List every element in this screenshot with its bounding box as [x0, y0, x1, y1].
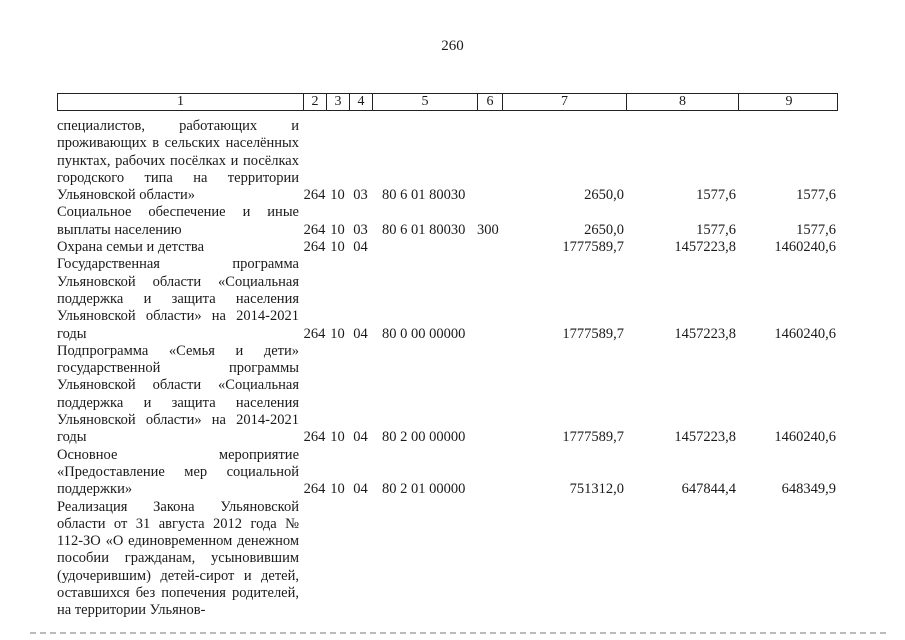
- row-description: Подпрограмма «Семья и дети» государственной программы Ульяновской области «Социальная поддержка и защита населения Ульяновской области» на 2014-2021 годы: [57, 342, 299, 446]
- table-row: [57, 239, 838, 256]
- cell-col9: 1460240,6: [774, 239, 836, 256]
- row-description: Охрана семьи и детства: [57, 239, 205, 256]
- cell-col2: 264: [303, 187, 326, 204]
- cell-col8: 1577,6: [696, 187, 736, 204]
- page-number: 260: [441, 38, 464, 54]
- cell-col3: 10: [330, 429, 345, 446]
- cell-col7: 2650,0: [584, 221, 624, 238]
- cell-col3: 10: [330, 239, 345, 256]
- cell-col3: 10: [330, 325, 345, 342]
- column-header-8: 8: [627, 94, 739, 110]
- row-description: специалистов, работающих и проживающих в сельских населённых пунктах, рабочих посёлках и посёлках городского типа на территории Ульяновской области»: [57, 118, 299, 204]
- cell-col5: 80 2 00 00000: [382, 429, 466, 446]
- cell-col9: 1577,6: [796, 187, 836, 204]
- cell-col3: 10: [330, 221, 345, 238]
- cell-col4: 04: [353, 429, 368, 446]
- cell-col5: 80 0 00 00000: [382, 325, 466, 342]
- cell-col9: 1460240,6: [774, 429, 836, 446]
- budget-table-body: [57, 118, 838, 620]
- cell-col3: 10: [330, 187, 345, 204]
- cell-col5: 80 2 01 00000: [382, 481, 466, 498]
- table-row: [57, 118, 838, 204]
- cell-col2: 264: [303, 325, 326, 342]
- column-header-3: 3: [327, 94, 350, 110]
- cell-col4: 03: [353, 187, 368, 204]
- cell-col7: 1777589,7: [562, 239, 624, 256]
- cell-col3: 10: [330, 481, 345, 498]
- row-description: Реализация Закона Ульяновской области от 31 августа 2012 года № 112-ЗО «О единовременном денежном пособии гражданам, усыновившим (удочерившим) детей-сирот и детей, оставшихся без попечения родителей, на территории Ульянов-: [57, 498, 299, 619]
- table-row: [57, 343, 838, 447]
- cell-col4: 04: [353, 239, 368, 256]
- scan-edge-artifact: [30, 632, 890, 634]
- cell-col2: 264: [303, 429, 326, 446]
- cell-col8: 1457223,8: [674, 325, 736, 342]
- column-header-9: 9: [785, 94, 793, 109]
- cell-col9: 1577,6: [796, 221, 836, 238]
- table-row: [57, 447, 838, 499]
- table-row: [57, 499, 838, 620]
- column-header-7: 7: [503, 94, 627, 110]
- cell-col5: 80 6 01 80030: [382, 221, 466, 238]
- cell-col7: 751312,0: [569, 481, 624, 498]
- cell-col5: 80 6 01 80030: [382, 187, 466, 204]
- column-header-row: [57, 93, 838, 111]
- cell-col9: 1460240,6: [774, 325, 836, 342]
- column-header-1: 1: [58, 94, 304, 110]
- cell-col4: 03: [353, 221, 368, 238]
- cell-col7: 2650,0: [584, 187, 624, 204]
- row-description: Социальное обеспечение и иные выплаты населению: [57, 204, 299, 238]
- cell-col8: 1457223,8: [674, 429, 736, 446]
- cell-col8: 1457223,8: [674, 239, 736, 256]
- column-header-5: 5: [373, 94, 478, 110]
- cell-col9: 648349,9: [781, 481, 836, 498]
- cell-col4: 04: [353, 325, 368, 342]
- cell-col6: 300: [477, 221, 499, 238]
- cell-col2: 264: [303, 221, 326, 238]
- cell-col8: 1577,6: [696, 221, 736, 238]
- cell-col7: 1777589,7: [562, 429, 624, 446]
- column-header-6: 6: [478, 94, 503, 110]
- table-row: [57, 204, 838, 239]
- row-description: Государственная программа Ульяновской области «Социальная поддержка и защита населения Ульяновской области» на 2014-2021 годы: [57, 256, 299, 342]
- cell-col8: 647844,4: [681, 481, 736, 498]
- cell-col7: 1777589,7: [562, 325, 624, 342]
- cell-col4: 04: [353, 481, 368, 498]
- row-description: Основное мероприятие «Предоставление мер социальной поддержки»: [57, 446, 299, 498]
- cell-col2: 264: [303, 481, 326, 498]
- table-row: [57, 256, 838, 342]
- column-header-2: 2: [304, 94, 327, 110]
- column-header-4: 4: [350, 94, 373, 110]
- cell-col2: 264: [303, 239, 326, 256]
